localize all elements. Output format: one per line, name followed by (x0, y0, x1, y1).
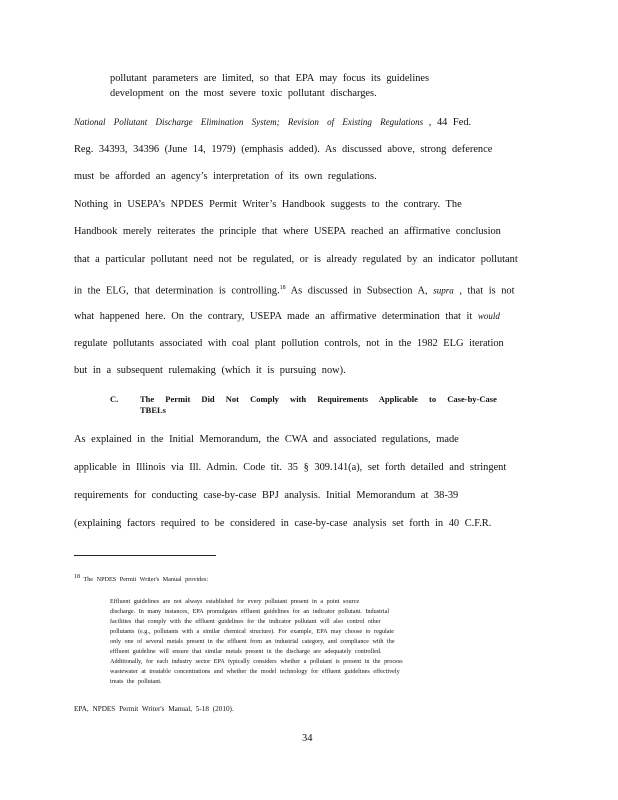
section-heading-line-1: The Permit Did Not Comply with Requirements Applicable to Case-by-Case (140, 394, 497, 404)
body-line-elg (74, 282, 515, 297)
body-line-nothing: Nothing in USEPA’s NPDES Permit Writer’s Handbook suggests to the contrary. The (74, 199, 462, 210)
body-line-requirements: requirements for conducting case-by-case BPJ analysis. Initial Memorandum at 38-39 (74, 490, 459, 501)
section-heading-letter: C. (110, 394, 119, 404)
would-text: would (477, 311, 500, 321)
body-line-reg: Reg. 34393, 34396 (June 14, 1979) (emphasis added). As discussed above, strong deference (74, 144, 493, 155)
body-line-explained: As explained in the Initial Memorandum, the CWA and associated regulations, made (74, 434, 459, 445)
footnote-number: 18 (74, 574, 80, 580)
footnote-quote-line-3: facilities that comply with the effluent guidelines for the indicator pollutant will also control other (110, 618, 381, 625)
body-line-illinois: applicable in Illinois via Ill. Admin. Code tit. 35 § 309.141(a), set forth detailed and stringent (74, 462, 507, 473)
citation-line (74, 116, 471, 129)
body-line-regulate: regulate pollutants associated with coal plant pollution controls, not in the 1982 ELG iteration (74, 338, 504, 349)
footnote-quote-line-2: discharge. In many instances, EPA promulgates effluent guidelines for an indicator pollutant. Industrial (110, 608, 390, 615)
page-number: 34 (302, 733, 313, 744)
footnote-quote-line-9: treats the pollutant. (110, 678, 162, 685)
footnote-intro: The NPDES Permit Writer's Manual provides: (83, 576, 209, 584)
section-heading-line-2: TBELs (140, 405, 166, 415)
body-line-explaining: (explaining factors required to be considered in case-by-case analysis set forth in 40 C.F.R. (74, 518, 492, 529)
not-text: , that is not (459, 285, 515, 297)
footnote-quote-line-6: effluent guideline will ensure that similar metals present in the discharge are adequately controlled. (110, 648, 382, 655)
elg-text: in the ELG, that determination is controlling. (74, 285, 280, 297)
footnote-divider (74, 555, 216, 556)
supra-text: supra (433, 285, 454, 296)
footnote-quote-line-7: Additionally, for each industry sector EPA typically considers whether a pollutant is present in the process (110, 658, 403, 665)
body-line-happened (74, 310, 500, 323)
footnote-intro-line (74, 573, 208, 584)
footnote-ref: 18 (279, 285, 286, 291)
subsection-text: As discussed in Subsection A, (290, 285, 428, 297)
footnote-source: EPA, NPDES Permit Writer's Manual, 5-18 (2010). (74, 705, 234, 713)
quote-line-1: pollutant parameters are limited, so that EPA may focus its guidelines (110, 73, 430, 84)
quote-line-2: development on the most severe toxic pollutant discharges. (110, 88, 377, 99)
body-line-deference: must be afforded an agency’s interpretation of its own regulations. (74, 171, 377, 182)
citation-volume: , 44 Fed. (428, 117, 472, 128)
footnote-quote-line-4: pollutants (e.g., pollutants with a similar chemical structure). For example, EPA may choose to regulate (110, 628, 394, 635)
footnote-quote-line-8: wastewater at treatable concentrations and whether the model technology for effluent guidelines effectively (110, 668, 400, 675)
citation-title: National Pollutant Discharge Elimination System; Revision of Existing Regulations (74, 117, 424, 127)
happened-text: what happened here. On the contrary, USEPA made an affirmative determination that it (74, 311, 473, 322)
body-line-particular: that a particular pollutant need not be regulated, or is already regulated by an indicator pollutant (74, 254, 518, 265)
body-line-subsequent: but in a subsequent rulemaking (which it is pursuing now). (74, 365, 346, 376)
footnote-quote-line-5: only one of several metals present in the effluent from an industrial category, and compliance with the (110, 638, 395, 645)
footnote-quote-line-1: Effluent guidelines are not always established for every pollutant present in a point source (110, 598, 360, 605)
body-line-handbook: Handbook merely reiterates the principle that where USEPA reached an affirmative conclusion (74, 226, 501, 237)
